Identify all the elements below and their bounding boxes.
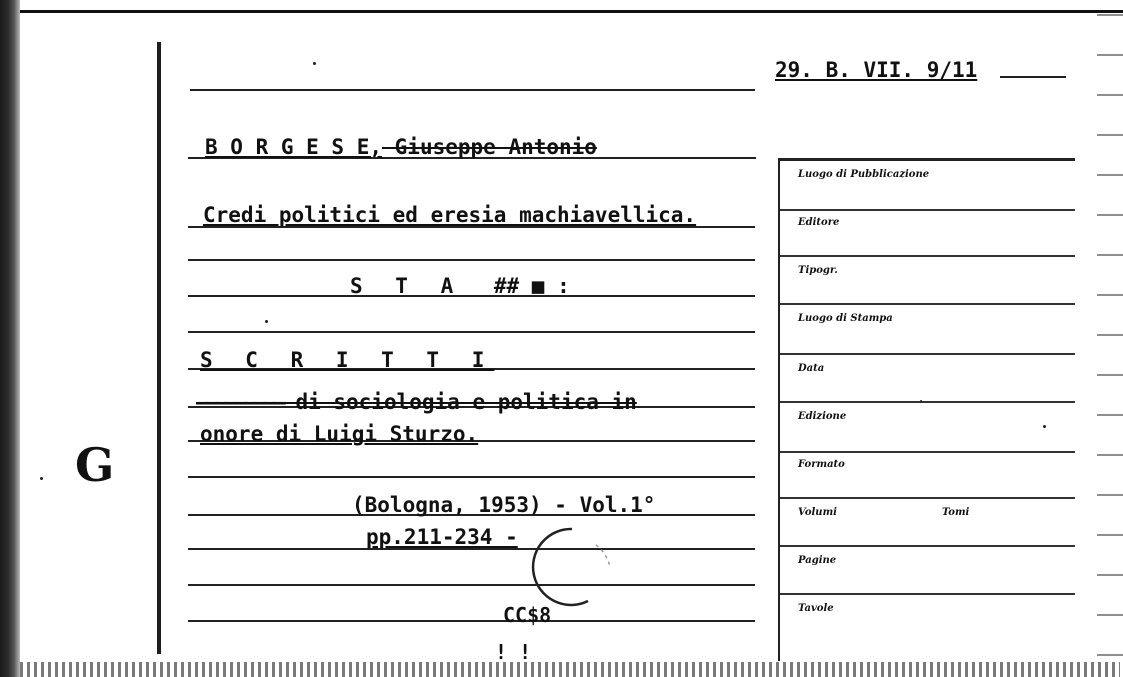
field-volumi: Volumi [798, 507, 837, 518]
in-work-line1 [196, 390, 637, 414]
box-rule-4 [780, 353, 1075, 355]
field-luogo-stampa: Luogo di Stampa [798, 313, 893, 324]
rule-13 [188, 584, 755, 586]
field-tavole: Tavole [798, 603, 834, 614]
stampa-line [350, 274, 570, 298]
shelfmark-underline [1000, 76, 1066, 78]
bottom-mark: ! ! [495, 640, 532, 664]
work-title: Credi politici ed eresia machiavellica. [203, 203, 697, 227]
in-work-strike: ————————— [196, 390, 283, 414]
rule-6 [188, 331, 755, 333]
library-stamp [528, 523, 616, 607]
in-work-line2: onore di Luigi Sturzo. [200, 422, 479, 446]
author-given-name: Giuseppe Antonio [382, 135, 597, 159]
box-rule-1 [780, 209, 1075, 211]
rule-10 [188, 476, 755, 478]
box-rule-7 [780, 497, 1075, 499]
card-bottom-rule [20, 662, 1120, 677]
section-letter: G [75, 438, 115, 492]
rule-4 [188, 259, 755, 261]
card-left-edge [0, 0, 20, 677]
field-tipografo: Tipogr. [798, 265, 838, 276]
field-data: Data [798, 363, 825, 374]
field-tomi: Tomi [942, 507, 970, 518]
in-work-label: S C R I T T I [200, 348, 495, 372]
box-rule-6 [780, 451, 1075, 453]
pages: pp.211-234 - [366, 525, 518, 549]
field-formato: Formato [798, 459, 845, 470]
field-pagine: Pagine [798, 555, 837, 566]
field-luogo-pubblicazione: Luogo di Pubblicazione [798, 169, 930, 180]
card-right-edge [1097, 0, 1123, 677]
speck [313, 62, 316, 65]
stampa-label: S T A [350, 274, 464, 298]
author-surname: B O R G E S E, [205, 135, 383, 159]
field-editore: Editore [798, 217, 840, 228]
in-work-text-1: di sociologia e politica in [282, 390, 637, 414]
margin-line [157, 42, 161, 654]
box-rule-3 [780, 303, 1075, 305]
box-rule-2 [780, 255, 1075, 257]
speck [265, 320, 268, 323]
imprint: (Bologna, 1953) - Vol.1° [352, 493, 656, 517]
box-rule-8 [780, 545, 1075, 547]
stampa-obscured: ## ■ : [493, 274, 570, 298]
inventory-mark: CC$8 [503, 603, 552, 627]
publication-details-box [778, 158, 1075, 661]
speck [40, 477, 43, 480]
box-rule-5 [780, 401, 1075, 403]
box-rule-9 [780, 593, 1075, 595]
rule-14 [188, 620, 755, 622]
speck [1043, 425, 1046, 428]
speck [920, 400, 922, 402]
rule-1 [190, 89, 755, 91]
shelfmark: 29. B. VII. 9/11 [775, 58, 978, 82]
field-edizione: Edizione [798, 411, 847, 422]
author-heading [205, 135, 597, 159]
card-top-rule [20, 0, 1123, 13]
